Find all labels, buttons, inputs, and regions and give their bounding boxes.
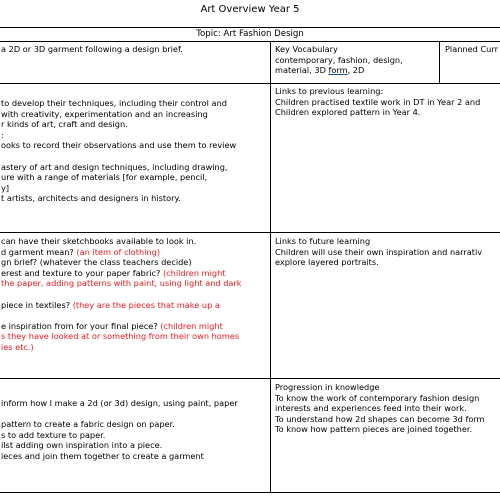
question-answer-line: ies etc.) [1,341,34,352]
question-text: piece in textiles? [1,299,73,310]
question-answer-line: the paper, adding patterns with paint, using light and dark [1,278,242,289]
curriculum-line: astery of art and design techniques, including drawing, [1,161,228,172]
progression-heading: Progression in knowledge [275,382,380,392]
previous-learning-line: Children practised textile work in DT in Year 2 and [275,96,481,107]
previous-learning-cell [275,86,500,118]
planned-curriculum-heading: Planned Curr [445,44,498,54]
skills-cell [1,398,267,462]
question-text: e inspiration from for your final piece? [1,320,161,331]
curriculum-line: : [1,129,4,140]
question-text: erest and texture to your paper fabric? [1,267,163,278]
skills-line [1,409,267,420]
curriculum-line [1,151,267,162]
table-border-bottom [0,492,500,493]
curriculum-line: r kinds of art, craft and design. [1,119,128,130]
table-rule-row2 [0,232,500,233]
skills-line: pattern to create a fabric design on paper. [1,419,175,430]
progression-cell [275,382,500,435]
question-answer-line: s they have looked at or something from their own homes [1,331,240,342]
question-line [1,321,267,332]
vocab-pre: material, 3D [275,65,329,76]
national-curriculum-cell [1,98,267,204]
question-line [1,247,267,258]
vocab-post: , 2D [347,65,365,76]
spacer-line [1,289,267,300]
key-questions-cell [1,236,267,353]
previous-learning-line: Children explored pattern in Year 4. [275,107,421,118]
vocabulary-line-2 [275,65,437,76]
curriculum-line: ooks to record their observations and use them to review [1,140,237,151]
previous-learning-heading: Links to previous learning: [275,86,384,96]
future-learning-cell [275,236,500,268]
objective-text: a 2D or 3D garment following a design brief. [1,44,183,54]
question-text: d garment mean? [1,246,77,257]
question-answer: (children might [160,320,223,331]
future-learning-heading: Links to future learning [275,236,371,246]
future-learning-line: explore layered portraits. [275,257,379,268]
skills-line: ieces and join them together to create a garment [1,450,204,461]
table-column-divider-right [439,41,440,84]
skills-line: ilst adding own inspiration into a piece. [1,440,163,451]
curriculum-line: ure with a range of materials [for example, pencil, [1,172,208,183]
spacer-line [1,310,267,321]
vocab-underlined-word: form [328,65,348,76]
vocabulary-cell [275,44,437,76]
topic-header: Topic: Art Fashion Design [196,29,304,39]
progression-line: To know the work of contemporary fashion design [275,392,480,403]
progression-line: To understand how 2d shapes can become 3d form [275,413,485,424]
question-answer: (an item of clothing) [76,246,161,257]
table-rule-row1 [0,83,500,84]
skills-line: inform how I make a 2d (or 3d) design, using paint, paper [1,398,238,408]
progression-line: interests and experiences feed into their work. [275,403,467,414]
table-column-divider [270,41,271,493]
future-learning-line: Children will use their own inspiration and narrativ [275,246,483,257]
curriculum-line: t artists, architects and designers in history. [1,193,181,204]
planned-curriculum-cell [445,44,500,55]
curriculum-line: with creativity, experimentation and an increasing [1,108,208,119]
vocabulary-line-1: contemporary, fashion, design, [275,54,403,65]
question-answer: (children might [162,267,226,278]
question-line [1,300,267,311]
document-title: Art Overview Year 5 [200,4,300,15]
skills-line: s to add texture to paper. [1,429,106,440]
curriculum-line: y] [1,182,10,193]
question-line [1,268,267,279]
table-border-top [0,27,500,28]
progression-line: To know how pattern pieces are joined together. [275,424,473,435]
question-line: can have their sketchbooks available to look in. [1,236,197,246]
question-answer: (they are the pieces that make up a [72,299,220,310]
curriculum-line: to develop their techniques, including their control and [1,98,227,108]
vocabulary-heading: Key Vocabulary [275,44,338,54]
table-rule-topic [0,41,500,42]
question-line: gn brief? (whatever the class teachers decide) [1,257,192,268]
table-rule-row3 [0,378,500,379]
objective-cell [1,44,267,55]
